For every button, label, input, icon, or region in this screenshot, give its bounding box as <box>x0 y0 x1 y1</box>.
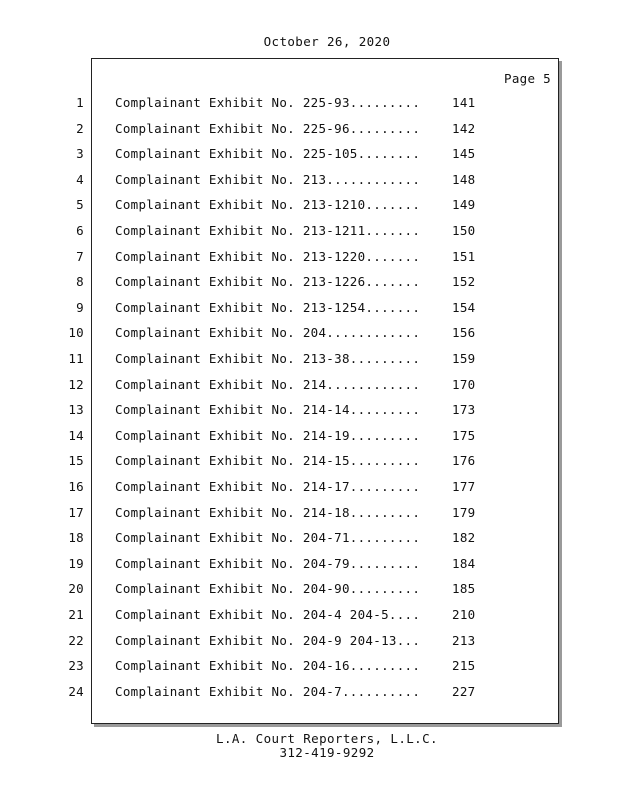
exhibit-page-ref: 159 <box>452 351 476 366</box>
exhibit-row <box>0 146 618 164</box>
footer-phone: 312-419-9292 <box>279 745 375 760</box>
exhibit-row <box>0 658 618 676</box>
exhibit-entry: Complainant Exhibit No. 213-1211....... <box>115 223 421 238</box>
line-number: 8 <box>76 274 84 290</box>
exhibit-entry: Complainant Exhibit No. 213-1220....... <box>115 248 421 264</box>
exhibit-row <box>0 428 618 446</box>
line-number: 12 <box>68 376 84 392</box>
exhibit-entry: Complainant Exhibit No. 214-18......... <box>115 504 421 520</box>
exhibit-entry: Complainant Exhibit No. 204-90......... <box>115 581 421 597</box>
exhibit-row <box>0 121 618 139</box>
exhibit-page-ref: 215 <box>452 658 476 674</box>
exhibit-page-ref: 184 <box>452 555 476 571</box>
exhibit-page-ref: 179 <box>452 504 476 520</box>
exhibit-page-ref: 182 <box>452 530 476 546</box>
line-number: 15 <box>68 453 84 469</box>
exhibit-entry: Complainant Exhibit No. 204-71......... <box>115 530 421 546</box>
line-number: 5 <box>76 197 84 213</box>
exhibit-entry: Complainant Exhibit No. 214-15......... <box>115 453 421 469</box>
exhibit-page-ref: 175 <box>452 427 476 443</box>
exhibit-entry: Complainant Exhibit No. 213-1254....... <box>115 299 421 315</box>
exhibit-page-ref: 145 <box>452 146 476 162</box>
line-number: 4 <box>76 171 84 187</box>
exhibit-row <box>0 377 618 395</box>
exhibit-page-ref: 150 <box>452 223 476 238</box>
exhibit-page-ref: 213 <box>452 632 476 648</box>
exhibit-page-ref: 227 <box>452 683 476 699</box>
exhibit-row <box>0 684 618 702</box>
exhibit-entry: Complainant Exhibit No. 213-38......... <box>115 351 421 366</box>
line-number: 10 <box>68 325 84 341</box>
line-number: 1 <box>76 95 84 110</box>
footer <box>0 732 618 760</box>
line-number: 20 <box>68 581 84 597</box>
exhibit-page-ref: 176 <box>452 453 476 469</box>
exhibit-entry: Complainant Exhibit No. 204-9 204-13... <box>115 632 421 648</box>
exhibit-entry: Complainant Exhibit No. 214-19......... <box>115 427 421 443</box>
line-number: 11 <box>68 351 84 366</box>
line-number: 19 <box>68 555 84 571</box>
exhibit-row <box>0 351 618 369</box>
exhibit-entry: Complainant Exhibit No. 204-79......... <box>115 555 421 571</box>
exhibit-page-ref: 210 <box>452 607 476 622</box>
exhibit-row <box>0 223 618 241</box>
exhibit-entry: Complainant Exhibit No. 225-96......... <box>115 120 421 136</box>
line-number: 22 <box>68 632 84 648</box>
exhibit-page-ref: 156 <box>452 325 476 341</box>
exhibit-page-ref: 154 <box>452 299 476 315</box>
line-number: 24 <box>68 683 84 699</box>
line-number: 9 <box>76 299 84 315</box>
line-number: 14 <box>68 427 84 443</box>
line-number: 3 <box>76 146 84 162</box>
header-date: October 26, 2020 <box>263 34 391 49</box>
exhibit-row <box>0 633 618 651</box>
exhibit-row <box>0 197 618 215</box>
exhibit-row <box>0 479 618 497</box>
exhibit-entry: Complainant Exhibit No. 225-93......... <box>115 95 421 110</box>
exhibit-entry: Complainant Exhibit No. 204-4 204-5.... <box>115 607 421 622</box>
exhibit-entry: Complainant Exhibit No. 204-16......... <box>115 658 421 674</box>
exhibit-row <box>0 402 618 420</box>
exhibit-page-ref: 152 <box>452 274 476 290</box>
line-number: 21 <box>68 607 84 622</box>
exhibit-entry: Complainant Exhibit No. 214............ <box>115 376 421 392</box>
line-number: 18 <box>68 530 84 546</box>
exhibit-entry: Complainant Exhibit No. 213............ <box>115 171 421 187</box>
line-number: 23 <box>68 658 84 674</box>
exhibit-row <box>0 581 618 599</box>
exhibit-page-ref: 173 <box>452 402 476 418</box>
exhibit-page-ref: 170 <box>452 376 476 392</box>
exhibit-page-ref: 148 <box>452 171 476 187</box>
exhibit-row <box>0 274 618 292</box>
exhibit-entry: Complainant Exhibit No. 225-105........ <box>115 146 421 162</box>
page-number: Page 5 <box>504 71 551 86</box>
exhibit-row <box>0 530 618 548</box>
exhibit-page-ref: 149 <box>452 197 476 213</box>
exhibit-row <box>0 453 618 471</box>
exhibit-page-ref: 177 <box>452 479 476 494</box>
exhibit-entry: Complainant Exhibit No. 204............ <box>115 325 421 341</box>
line-number: 16 <box>68 479 84 494</box>
exhibit-entry: Complainant Exhibit No. 214-17......... <box>115 479 421 494</box>
exhibit-page-ref: 151 <box>452 248 476 264</box>
exhibit-row <box>0 249 618 267</box>
exhibit-row <box>0 607 618 625</box>
exhibit-entry: Complainant Exhibit No. 204-7.......... <box>115 683 421 699</box>
exhibit-row <box>0 325 618 343</box>
exhibit-row <box>0 505 618 523</box>
exhibit-page-ref: 141 <box>452 95 476 110</box>
line-number: 2 <box>76 120 84 136</box>
exhibit-page-ref: 142 <box>452 120 476 136</box>
exhibit-entry: Complainant Exhibit No. 214-14......... <box>115 402 421 418</box>
exhibit-row <box>0 95 618 113</box>
exhibit-row <box>0 556 618 574</box>
exhibit-page-ref: 185 <box>452 581 476 597</box>
exhibit-entry: Complainant Exhibit No. 213-1210....... <box>115 197 421 213</box>
exhibit-row <box>0 300 618 318</box>
footer-company: L.A. Court Reporters, L.L.C. <box>216 731 438 746</box>
exhibit-entry: Complainant Exhibit No. 213-1226....... <box>115 274 421 290</box>
line-number: 7 <box>76 248 84 264</box>
exhibit-row <box>0 172 618 190</box>
line-number: 13 <box>68 402 84 418</box>
line-number: 6 <box>76 223 84 238</box>
line-number: 17 <box>68 504 84 520</box>
